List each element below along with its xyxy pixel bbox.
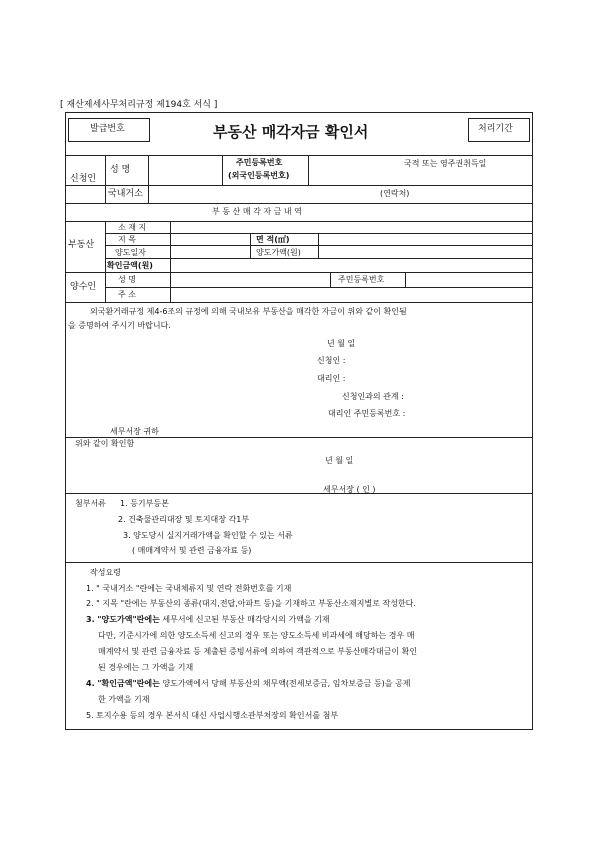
guide-item-4-text: 양도가액에서 당해 부동산의 채무액(전세보증금, 임차보증금 등)을 공제	[159, 679, 411, 688]
regulation-header: [ 재산제세사무처리규정 제194호 서식 ]	[60, 100, 218, 110]
guide-item-2: 2. " 지목 "란에는 부동산의 종류(대지,전답,아파트 등)을 기재하고 부동산소재지별로 작성한다.	[86, 599, 416, 608]
processing-period-label: 처리기간	[478, 124, 513, 134]
contact-label: (연락처)	[380, 189, 410, 198]
form-title: 부동산 매각자금 확인서	[213, 123, 369, 141]
guide-item-5: 5. 토지수용 등의 경우 본서식 대신 사업시행소관부처장의 확인서를 첨부	[86, 711, 339, 720]
guide-item-3-text: 세무서에 신고된 부동산 매각당시의 가액을 기재	[159, 615, 330, 624]
guide-item-1: 1. " 국내거소 "란에는 국내체류지 및 연락 전화번호를 기재	[86, 584, 292, 593]
guide-item-3-line4: 된 경우에는 그 가액을 기재	[98, 663, 194, 672]
applicant-id-label: 주민등록번호	[236, 158, 283, 167]
property-group-label: 부동산	[68, 240, 95, 250]
transfer-price-label: 양도가액(원)	[256, 248, 301, 257]
agent-id-label: 대리인 주민등록번호 :	[328, 409, 406, 418]
area-label: 면 적(㎡)	[256, 235, 290, 244]
attachment-item-3: 3. 양도당시 실지거래가액을 확인할 수 있는 서류	[123, 531, 293, 540]
section-title: 부 동 산 매 각 자 금 내 역	[212, 207, 302, 216]
issue-no-label: 발급번호	[90, 124, 125, 134]
attachments-label: 첨부서류	[75, 499, 106, 508]
relation-label: 신청인과의 관계 :	[342, 392, 404, 401]
applicant-foreign-id-label: (외국인등록번호)	[228, 171, 290, 180]
buyer-name-label: 성 명	[118, 275, 136, 284]
transfer-date-label: 양도일자	[115, 248, 146, 257]
attachment-item-2: 2. 건축물관리대장 및 토지대장 각1부	[118, 515, 250, 524]
buyer-id-label: 주민등록번호	[338, 275, 385, 284]
tax-office-signer: 세무서장 ( 인 )	[323, 485, 376, 494]
request-date: 년 월 일	[327, 339, 356, 348]
buyer-address-label: 주 소	[118, 290, 136, 299]
guide-item-3	[86, 616, 330, 624]
nationality-label: 국적 또는 영주권취득일	[404, 159, 487, 168]
request-text-line1: 외국환거래규정 제4-6조의 규정에 의해 국내보유 부동산을 매각한 자금이 위와 같이 확인됨	[90, 307, 407, 316]
guide-item-4	[86, 680, 411, 688]
addressee: 세무서장 귀하	[110, 427, 159, 436]
confirmed-amount-label: 확인금액(원)	[107, 261, 153, 270]
applicant-signature: 신청인 :	[317, 356, 346, 365]
guide-item-3-line2: 다만, 기준시가에 의한 양도소득세 신고의 경우 또는 양도소득세 비과세에 해당하는 경우 매	[98, 631, 415, 640]
location-label: 소 재 지	[118, 223, 147, 232]
guide-item-4-line2: 한 가액을 기재	[98, 695, 150, 704]
confirm-text: 위와 같이 확인함	[75, 439, 135, 448]
agent-signature: 대리인 :	[317, 374, 346, 383]
guide-item-3-bold: 3. "양도가액"란에는	[86, 615, 160, 624]
attachment-item-1: 1. 등기부등본	[120, 499, 169, 508]
confirm-date: 년 월 일	[325, 456, 354, 465]
guide-item-3-line3: 매계약서 및 관련 금융자료 등 제출된 증빙서류에 의하여 객관적으로 부동산매각대금이 확인	[98, 647, 418, 656]
applicant-group-label: 신청인	[70, 174, 97, 184]
attachment-item-3-detail: ( 매매계약서 및 관련 금융자료 등)	[132, 546, 252, 555]
request-text-line2: 을 증명하여 주시기 바랍니다.	[68, 321, 171, 330]
land-category-label: 지 목	[118, 235, 136, 244]
guide-title: 작성요령	[90, 568, 121, 577]
guide-item-4-bold: 4. "확인금액"란에는	[86, 679, 160, 688]
domestic-residence-label: 국내거소	[108, 189, 143, 199]
buyer-group-label: 양수인	[70, 282, 97, 292]
applicant-name-label: 성 명	[110, 165, 131, 175]
